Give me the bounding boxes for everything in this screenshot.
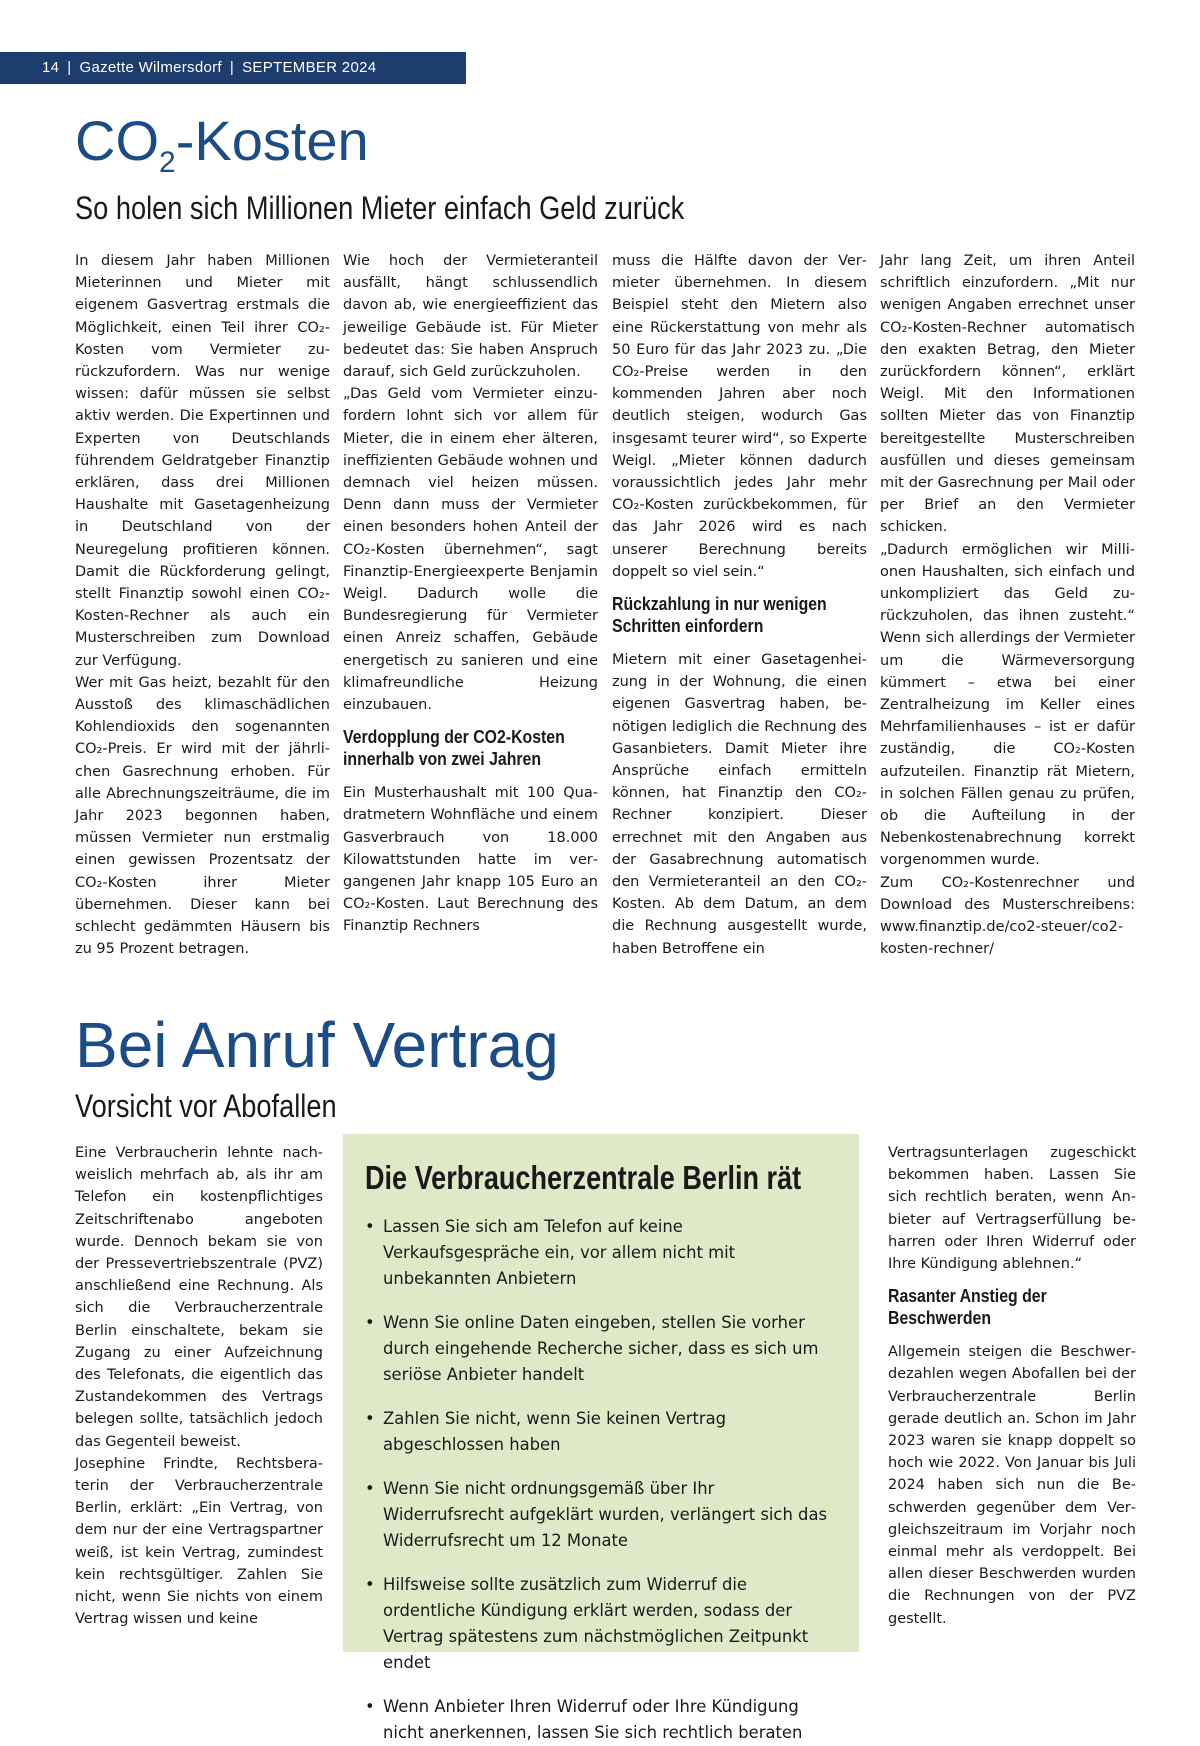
article1-title: $CO_2$-Kosten bbox=[75, 109, 369, 179]
subheading: Rasanter Anstieg der Beschwerden bbox=[888, 1286, 1047, 1329]
article2-column-1 bbox=[75, 1142, 323, 1630]
article2-subtitle: Vorsicht vor Abofallen bbox=[75, 1088, 337, 1124]
paragraph: Eine Verbraucherin lehnte nachweislich mehrfach ab, als ihr am Telefon ein kostenpflichtiges Zeitschriftenabo angeboten wurde. Dennoch bekam sie von der Pressevertriebszentrale (PVZ) anschließend eine Rechnung. Als sich die Verbraucherzentrale Berlin einschaltete, bekam sie Zugang zu einer Aufzeichnung des Telefonats, die eigentlich das Zustandekommen des Vertrags belegen sollte, tatsächlich jedoch das Gegenteil beweist. bbox=[75, 1145, 323, 1450]
page-number: 14 bbox=[42, 59, 60, 76]
paragraph: Ein Musterhaushalt mit 100 Quadratmetern Wohnfläche und einem Gasverbrauch von 18.000 Kilowattstunden hatte im vergangenen Jahr knapp 105 Euro an CO₂-Kosten. Laut Berechnung des Finanztip Rechners bbox=[343, 785, 598, 935]
issue-date: SEPTEMBER 2024 bbox=[242, 59, 377, 76]
bullet-icon: • bbox=[365, 1697, 375, 1716]
advice-box bbox=[343, 1134, 859, 1742]
publication-name: Gazette Wilmersdorf bbox=[79, 59, 222, 76]
paragraph: Wer mit Gas heizt, bezahlt für den Ausstoß des klimaschädlichen Kohlendioxids den sogenannten CO₂-Preis. Er wird mit der jährlichen Gasrechnung erhoben. Für alle Abrechnungszeiträume, die im Jahr 2023 begonnen haben, müssen Vermieter nun erstmalig einen gewissen Prozentsatz der CO₂-Kosten ihrer Mieter übernehmen. Dieser kann bei schlecht gedämmten Häusern bis zu 95 Prozent betragen. bbox=[75, 674, 330, 958]
paragraph: In diesem Jahr haben Millionen Mieterinnen und Mieter mit eigenem Gasvertrag erstmals die Möglichkeit, einen Teil ihrer CO₂-Kosten vom Vermieter zurückzufordern. Was nur wenige wissen: dafür müssen sie selbst aktiv werden. Die Expertinnen und Experten von Deutschlands führendem Geldratgeber Finanztip erklären, dass drei Millionen Haushalte mit Gasetagenheizung in Deutschland von der Neuregelung profitieren können. Damit die Rückforderung gelingt, stellt Finanztip sowohl einen CO₂-Kosten-Rechner als auch ein Musterschreiben zum Download zur Verfügung. bbox=[75, 253, 330, 669]
paragraph: Wie hoch der Vermieteranteil ausfällt, hängt schlussendlich davon ab, wie energieeffizient das jeweilige Gebäude ist. Für Mieter bedeutet das: Sie haben Anspruch darauf, sich Geld zurückzuholen. bbox=[343, 253, 598, 381]
bullet-icon: • bbox=[365, 1479, 375, 1498]
article1-column-2 bbox=[343, 250, 598, 938]
article1-column-1 bbox=[75, 250, 330, 961]
article1-column-3 bbox=[612, 250, 867, 960]
bullet-icon: • bbox=[365, 1313, 375, 1332]
advice-list bbox=[365, 1214, 837, 1746]
advice-item: • Hilfsweise sollte zusätzlich zum Widerruf die ordentliche Kündigung erklärt werden, sodass der Vertrag spätestens zum nächstmöglichen Zeitpunkt endet bbox=[365, 1572, 837, 1676]
paragraph: Josephine Frindte, Rechtsberaterin der Verbraucherzentrale Berlin, erklärt: „Ein Vertrag, von dem nur der eine Vertragspartner weiß, ist kein Vertrag, zumindest kein rechtsgültiger. Zahlen Sie nicht, wenn Sie nichts von einem Vertrag wissen und keine bbox=[75, 1455, 323, 1628]
page-header-bar: 14 | Gazette Wilmersdorf | SEPTEMBER 2024 bbox=[0, 52, 466, 84]
article2-title: Bei Anruf Vertrag bbox=[75, 1009, 559, 1081]
bullet-icon: • bbox=[365, 1217, 375, 1236]
paragraph: Zum CO₂-Kostenrechner und Download des Musterschreibens: www.finanztip.de/co2-steuer/co2-kosten-rechner/ bbox=[880, 874, 1135, 958]
paragraph: Mietern mit einer Gasetagenheizung in der Wohnung, die einen eigenen Gasvertrag haben, benötigen lediglich die Rechnung des Gasanbieters. Damit Mieter ihre Ansprüche einfach ermitteln können, hat Finanztip den CO₂-Rechner konzipiert. Dieser errechnet mit den Angaben aus der Gasabrechnung automatisch den Vermieteranteil an den CO₂-Kosten. Ab dem Datum, an dem die Rechnung ausgestellt wurde, haben Betroffene ein bbox=[612, 652, 867, 957]
paragraph: Vertragsunterlagen zugeschickt bekommen haben. Lassen Sie sich rechtlich beraten, wenn Anbieter auf Vertragserfüllung beharren oder Ihren Widerruf oder Ihre Kündigung ablehnen.“ bbox=[888, 1145, 1136, 1273]
paragraph: „Das Geld vom Vermieter einzufordern lohnt sich vor allem für Mieter, die in einem eher älteren, ineffizienten Gebäude wohnen und demnach viel heizen müssen. Denn dann muss der Vermieter einen besonders hohen Anteil der CO₂-Kosten übernehmen“, sagt Finanztip-Energieexperte Benjamin Weigl. Dadurch wolle die Bundesregierung für Vermieter einen Anreiz schaffen, Gebäude energetisch zu sanieren und eine klimafreundliche Heizung einzubauen. bbox=[343, 386, 598, 714]
paragraph: Allgemein steigen die Beschwerdezahlen wegen Abofallen bei der Verbraucherzentrale Berlin gerade deutlich an. Schon im Jahr 2023 waren sie knapp doppelt so hoch wie 2022. Von Januar bis Juli 2024 haben sich nun die Beschwerden gegenüber dem Vergleichszeitraum im Vorjahr noch einmal mehr als verdoppelt. Bei allen dieser Beschwerden wurden die Rechnungen von der PVZ gestellt. bbox=[888, 1344, 1136, 1627]
advice-item: • Wenn Sie nicht ordnungsgemäß über Ihr Widerrufsrecht aufgeklärt wurden, verlängert sich das Widerrufsrecht um 12 Monate bbox=[365, 1476, 837, 1554]
advice-box-title: Die Verbraucherzentrale Berlin rät bbox=[365, 1159, 802, 1196]
advice-item: • Wenn Sie online Daten eingeben, stellen Sie vorher durch eingehende Recherche sicher, dass es sich um seriöse Anbieter handelt bbox=[365, 1310, 837, 1388]
bullet-icon: • bbox=[365, 1575, 375, 1594]
article2-column-3 bbox=[888, 1142, 1136, 1630]
advice-item: • Zahlen Sie nicht, wenn Sie keinen Vertrag abgeschlossen haben bbox=[365, 1406, 837, 1458]
paragraph: muss die Hälfte davon der Vermieter übernehmen. In diesem Beispiel steht den Mietern also eine Rückerstattung von mehr als 50 Euro für das Jahr 2023 zu. „Die CO₂-Preise werden in den kommenden Jahren aber noch deutlich steigen, wodurch Gas insgesamt teurer wird“, so Experte Weigl. „Mieter können dadurch voraussichtlich jedes Jahr mehr CO₂-Kosten zurückbekommen, für das Jahr 2026 wird es nach unserer Berechnung bereits doppelt so viel sein.“ bbox=[612, 253, 867, 580]
paragraph: „Dadurch ermöglichen wir Millionen Haushalten, sich einfach und unkompliziert das Geld zurückzuholen, das ihnen zusteht.“ Wenn sich allerdings der Vermieter um die Wärmeversorgung kümmert – etwa bei einer Zentralheizung im Keller eines Mehrfamilienhauses – ist er dafür zuständig, die CO₂-Kosten aufzuteilen. Finanztip rät Mietern, in solchen Fällen genau zu prüfen, ob die Aufteilung in der Nebenkostenabrechnung korrekt vorgenommen wurde. bbox=[880, 541, 1135, 869]
bullet-icon: • bbox=[365, 1409, 375, 1428]
article1-subtitle: So holen sich Millionen Mieter einfach Geld zurück bbox=[75, 190, 685, 226]
paragraph: Jahr lang Zeit, um ihren Anteil schriftlich einzufordern. „Mit nur wenigen Angaben errechnet unser CO₂-Kosten-Rechner automatisch den exakten Betrag, den Mieter zurückfordern können“, erklärt Weigl. Mit den Informationen sollten Mieter das von Finanztip bereitgestellte Musterschreiben ausfüllen und dieses gemeinsam mit der Gasrechnung per Mail oder per Brief an den Vermieter schicken. bbox=[880, 253, 1135, 536]
advice-item: • Lassen Sie sich am Telefon auf keine Verkaufsgespräche ein, vor allem nicht mit unbekannten Anbietern bbox=[365, 1214, 837, 1292]
advice-item: • Wenn Anbieter Ihren Widerruf oder Ihre Kündigung nicht anerkennen, lassen Sie sich rechtlich beraten bbox=[365, 1694, 837, 1746]
subheading: Verdopplung der CO2-Kosten innerhalb von zwei Jahren bbox=[343, 727, 565, 770]
subheading: Rückzahlung in nur wenigen Schritten einfordern bbox=[612, 594, 827, 637]
article1-column-4 bbox=[880, 250, 1135, 961]
